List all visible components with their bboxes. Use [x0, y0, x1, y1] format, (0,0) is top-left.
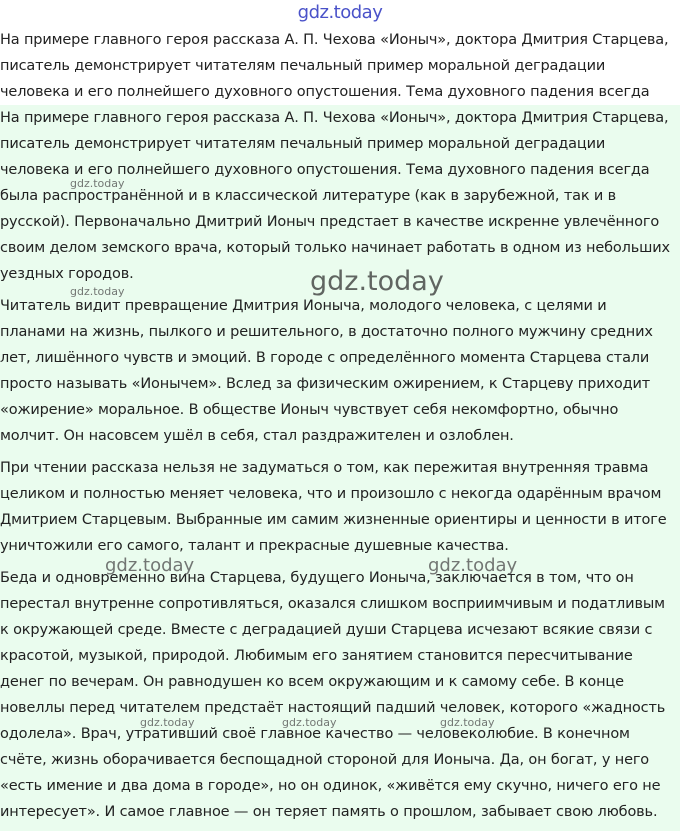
answer-paragraph-4: Беда и одновременно вина Старцева, будущего Ионыча, заключается в том, что он перестал внутренне сопротивляться, оказался слишком восприимчивым и податливым к окружающей среде. Вместе с деградацией души Старцева исчезают всякие связи с красотой, музыкой, природой. Любимым его занятием становится пересчитывание денег по вечерам. Он равнодушен ко всем окружающим и к самому себе. В конце новеллы перед читателем предстаёт настоящий падший человек, которого «жадность одолела». Врач, утративший своё главное качество — человеколюбие. В конечном счёте, жизнь оборачивается беспощадной стороной для Ионыча. Да, он богат, у него «есть имение и два дома в городе», но он одинок, «живётся ему скучно, ничего его не интересует». И самое главное — он теряет память о прошлом, забывает свою любовь.: [0, 570, 666, 820]
watermark: gdz.today: [440, 716, 495, 729]
content: [0, 27, 680, 831]
watermark: gdz.today: [70, 177, 125, 190]
intro-paragraph: На примере главного героя рассказа А. П. Чехова «Ионыч», доктора Дмитрия Старцева, писатель демонстрирует читателям печальный пример моральной деградации человека и его полнейшего духовного опустошения. Тема духовного падения всегда: [0, 32, 669, 100]
watermark: gdz.today: [310, 266, 444, 297]
answer-paragraph-1: На примере главного героя рассказа А. П. Чехова «Ионыч», доктора Дмитрия Старцева, писатель демонстрирует читателям печальный пример моральной деградации человека и его полнейшего духовного опустошения. Тема духовного падения всегда была распространённой и в классической литературе (как в зарубежной, так и в русской). Первоначально Дмитрий Ионыч предстает в качестве искренне увлечённого своим делом земского врача, который только начинает работать в одном из небольших уездных городов.: [0, 110, 670, 282]
site-logo[interactable]: gdz.today: [297, 2, 383, 23]
answer-paragraph-3: При чтении рассказа нельзя не задуматься о том, как пережитая внутренняя травма целиком и полностью меняет человека, что и произошло с некогда одарённым врачом Дмитрием Старцевым. Выбранные им самим жизненные ориентиры и ценности в итоге уничтожили его самого, талант и прекрасные душевные качества.: [0, 460, 667, 554]
watermark: gdz.today: [428, 555, 518, 576]
watermark: gdz.today: [105, 555, 195, 576]
intro-section: [0, 27, 680, 105]
watermark: gdz.today: [282, 716, 337, 729]
watermark: gdz.today: [140, 716, 195, 729]
watermark: gdz.today: [70, 285, 125, 298]
answer-paragraph-2: Читатель видит превращение Дмитрия Ионыча, молодого человека, с целями и планами на жизнь, пылкого и решительного, в достаточно полного мужчину средних лет, лишённого чувств и эмоций. В городе с определённого момента Старцева стали просто называть «Ионычем». Вслед за физическим ожирением, к Старцеву приходит «ожирение» моральное. В обществе Ионыч чувствует себя некомфортно, обычно молчит. Он насовсем ушёл в себя, стал раздражителен и озлоблен.: [0, 298, 653, 444]
answer-section: [0, 105, 680, 831]
site-header: [0, 0, 680, 26]
